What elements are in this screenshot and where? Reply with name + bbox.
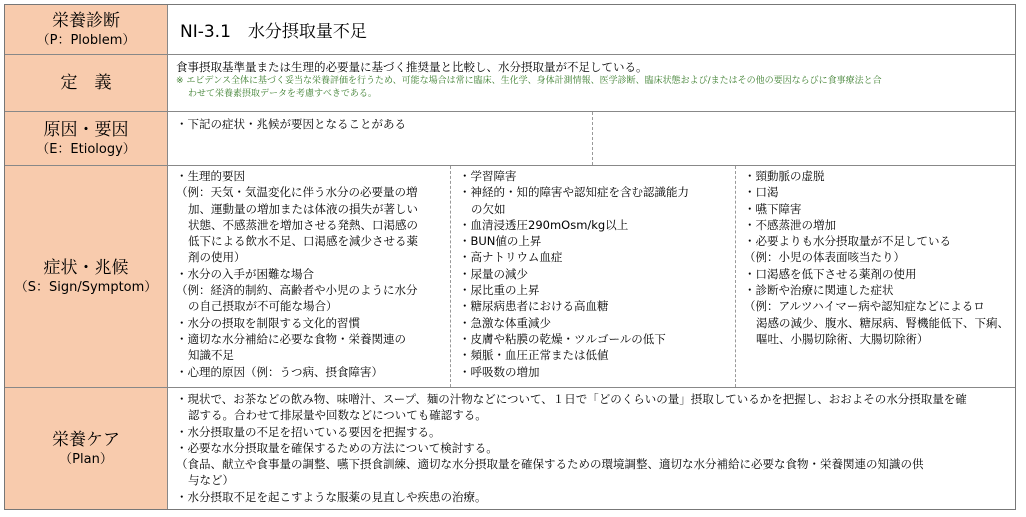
symptom-line: の欠如 [471, 201, 506, 216]
plan-sublabel: （Plan） [59, 451, 113, 467]
plan-line: 認する。合わせて排尿量や回数などについても確認する。 [188, 408, 487, 423]
symptom-sublabel: （S：Sign/Symptom） [14, 279, 158, 295]
plan-line: ・水分摂取量の不足を招いている要因を把握する。 [176, 424, 441, 439]
symptom-line: ・適切な水分補給に必要な食物・栄養関連の [176, 331, 406, 346]
symptom-line: （例：アルツハイマー病や認知症などによるロ [744, 299, 985, 314]
symptom-line: ・尿比重の上昇 [459, 283, 540, 298]
symptom-line: ・糖尿病患者における高血糖 [459, 299, 609, 314]
symptom-line: 渇感の減少、腹水、糖尿病、腎機能低下、下痢、 [756, 315, 1009, 330]
definition-label: 定 義 [60, 73, 112, 93]
symptom-line: 知識不足 [188, 348, 234, 363]
plan-line: ・必要な水分摂取量を確保するための方法について検討する。 [176, 440, 498, 455]
symptom-body [168, 166, 1015, 387]
symptom-line: ・水分の摂取を制限する文化的習慣 [176, 315, 360, 330]
symptom-line: ・必要よりも水分摂取量が不足している [744, 234, 951, 249]
symptom-line: ・尿量の減少 [459, 266, 528, 281]
symptom-line: 剤の使用） [188, 250, 246, 265]
symptom-line: ・呼吸数の増加 [459, 364, 540, 379]
definition-body [168, 55, 1015, 111]
etiology-header [5, 112, 168, 165]
symptom-line: ・口渇感を低下させる薬剤の使用 [744, 266, 917, 281]
symptom-line: 嘔吐、小腸切除術、大腸切除術） [756, 331, 929, 346]
symptom-line: の自己摂取が不可能な場合） [188, 299, 338, 314]
etiology-column-2 [592, 112, 1015, 165]
plan-line: （食品、献立や食事量の調整、嚥下摂食訓練、適切な水分摂取量を確保するための環境調整、適切な水分補給に必要な食物・栄養関連の知識の供 [176, 457, 924, 472]
symptom-label: 症状・兆候 [43, 257, 129, 278]
symptom-line: 加、運動量の増加または体液の損失が著しい [188, 201, 418, 216]
diagnosis-body [168, 5, 1015, 54]
etiology-label: 原因・要因 [43, 119, 129, 140]
plan-row [5, 388, 1015, 509]
symptom-line: ・心理的原因（例：うつ病、摂食障害） [176, 364, 383, 379]
diagnosis-sublabel: （P：Ploblem） [36, 32, 136, 48]
diagnosis-row [5, 5, 1015, 55]
definition-text: 食事摂取基準量または生理的必要量に基づく推奨量と比較し、水分摂取量が不足している。 [176, 60, 648, 74]
definition-header [5, 55, 168, 111]
symptom-column-1 [168, 166, 450, 387]
symptom-header [5, 166, 168, 387]
etiology-row [5, 112, 1015, 166]
symptom-line: ・急激な体重減少 [459, 315, 551, 330]
symptom-line: 低下による飲水不足、口渇感を減少させる薬 [188, 234, 418, 249]
nutrition-diagnosis-table [4, 4, 1016, 510]
plan-label: 栄養ケア [52, 429, 120, 450]
symptom-line: ・生理的要因 [176, 169, 245, 183]
symptom-line: ・高ナトリウム血症 [459, 250, 563, 265]
plan-body [168, 388, 1015, 509]
symptom-line: ・血清浸透圧290mOsm/kg以上 [459, 217, 629, 232]
definition-note-line-1: ※ エビデンス全体に基づく妥当な栄養評価を行うため、可能な場合は常に臨床、生化学、身体計測情報、医学診断、臨床状態および/またはその他の要因ならびに食事療法と合 [176, 76, 882, 87]
symptom-row [5, 166, 1015, 388]
definition-note-line-2: わせて栄養素摂取データを考慮すべきである。 [188, 89, 377, 100]
diagnosis-value: NI-3.1 水分摂取量不足 [180, 22, 367, 42]
etiology-sublabel: （E：Etiology） [36, 141, 136, 157]
diagnosis-label: 栄養診断 [52, 10, 120, 31]
definition-row [5, 55, 1015, 112]
etiology-column-1 [168, 112, 592, 165]
symptom-line: ・口渇 [744, 185, 779, 200]
symptom-line: ・BUN値の上昇 [459, 234, 542, 249]
symptom-column-2 [450, 166, 735, 387]
symptom-line: （例：天気・気温変化に伴う水分の必要量の増 [176, 185, 418, 200]
diagnosis-header [5, 5, 168, 54]
symptom-column-3 [735, 166, 1015, 387]
symptom-line: ・神経的・知的障害や認知症を含む認識能力 [459, 185, 689, 200]
symptom-line: （例：経済的制約、高齢者や小児のように水分 [176, 283, 418, 298]
symptom-line: ・頻脈・血圧正常または低値 [459, 348, 609, 363]
symptom-line: ・水分の入手が困難な場合 [176, 266, 314, 281]
symptom-line: ・不感蒸泄の増加 [744, 217, 836, 232]
symptom-line: 状態、不感蒸泄を増加させる発熱、口渇感の [188, 217, 418, 232]
plan-line: ・水分摂取不足を起こすような服薬の見直しや疾患の治療。 [176, 489, 487, 504]
etiology-text: ・下記の症状・兆候が要因となることがある [176, 117, 406, 131]
symptom-line: ・学習障害 [459, 169, 517, 183]
plan-header [5, 388, 168, 509]
plan-line: ・現状で、お茶などの飲み物、味噌汁、スープ、麺の汁物などについて、１日で「どのくらいの量」摂取しているかを把握し、おおよその水分摂取量を確 [176, 392, 967, 406]
symptom-line: ・皮膚や粘膜の乾燥・ツルゴールの低下 [459, 331, 666, 346]
symptom-line: ・頸動脈の虚脱 [744, 169, 825, 183]
symptom-line: （例：小児の体表面咳当たり） [744, 250, 905, 265]
etiology-body [168, 112, 1015, 165]
plan-line: 与など） [188, 473, 234, 488]
symptom-line: ・診断や治療に関連した症状 [744, 283, 894, 298]
symptom-line: ・嚥下障害 [744, 201, 802, 216]
